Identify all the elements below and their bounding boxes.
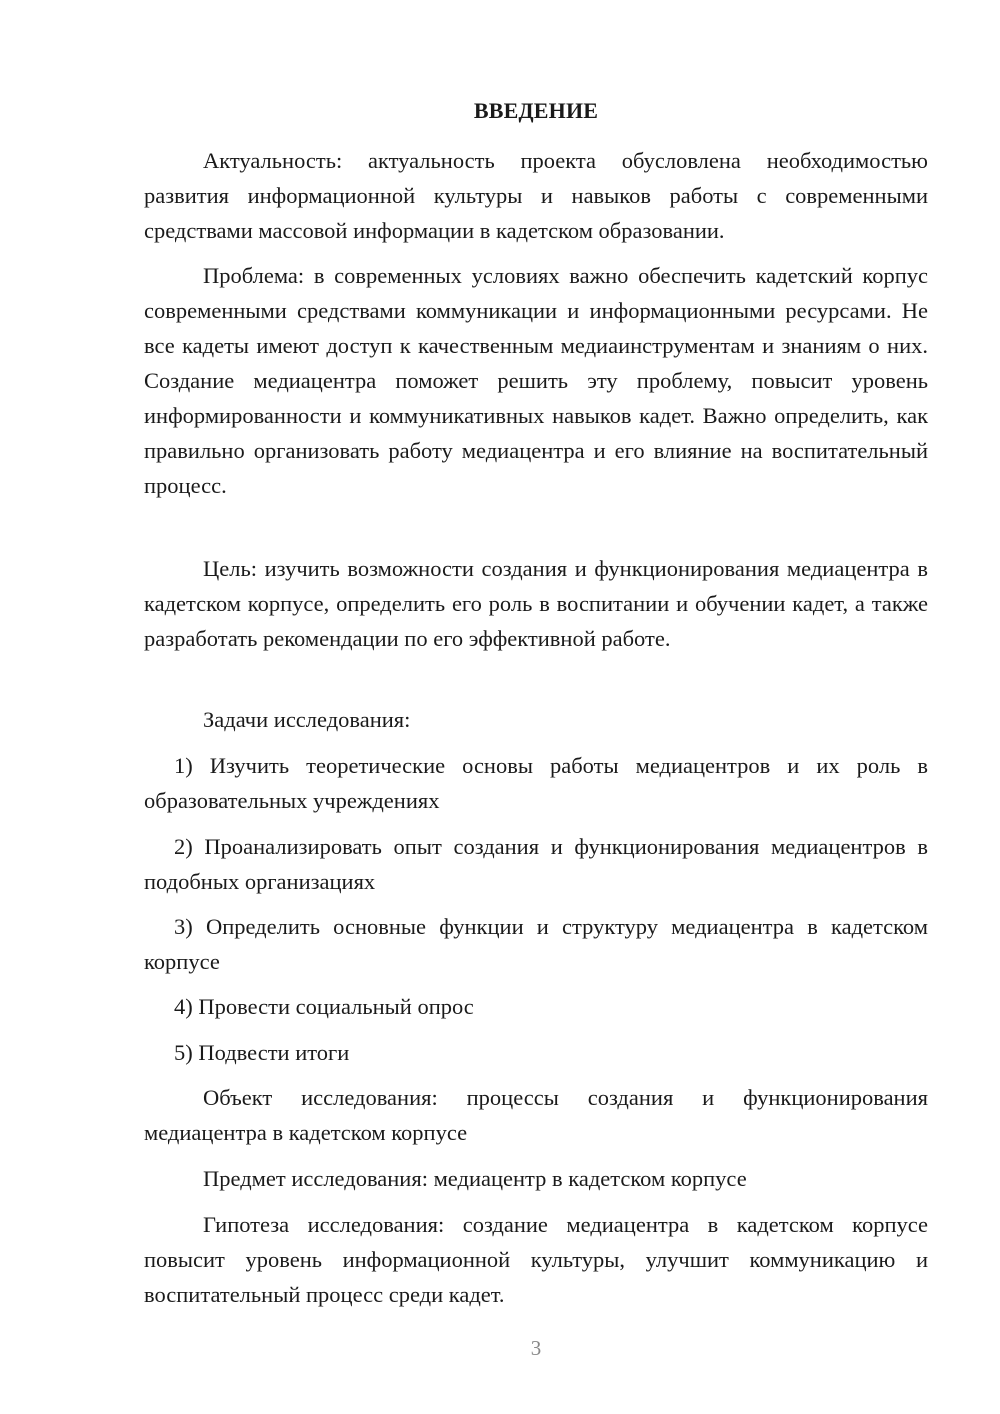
tasks-heading: Задачи исследования: — [203, 707, 411, 732]
task-item: 5) Подвести итоги — [174, 1040, 350, 1065]
document-page — [144, 0, 928, 1414]
task-item: 1) Изучить теоретические основы работы медиацентров и их роль в образовательных учреждениях — [144, 753, 928, 813]
goal-paragraph: Цель: изучить возможности создания и функционирования медиацентра в кадетском корпусе, определить его роль в воспитании и обучении кадет, а также разработать рекомендации по его эффективной работе. — [144, 556, 928, 651]
relevance-paragraph: Актуальность: актуальность проекта обусловлена необходимостью развития информационной культуры и навыков работы с современными средствами массовой информации в кадетском образовании. — [144, 148, 928, 243]
task-item: 2) Проанализировать опыт создания и функционирования медиацентров в подобных организациях — [144, 834, 928, 894]
task-item: 3) Определить основные функции и структуру медиацентра в кадетском корпусе — [144, 914, 928, 974]
subject-paragraph: Предмет исследования: медиацентр в кадетском корпусе — [203, 1166, 747, 1191]
task-item: 4) Провести социальный опрос — [174, 994, 474, 1019]
object-paragraph: Объект исследования: процессы создания и функционирования медиацентра в кадетском корпусе — [144, 1085, 928, 1145]
section-title: ВВЕДЕНИЕ — [473, 98, 599, 123]
problem-paragraph: Проблема: в современных условиях важно обеспечить кадетский корпус современными средствами коммуникации и информационными ресурсами. Не все кадеты имеют доступ к качественным медиаинструментам и знаниям о них. Создание медиацентра поможет решить эту проблему, повысит уровень информированности и коммуникативных навыков кадет. Важно определить, как правильно организовать работу медиацентра и его влияние на воспитательный процесс. — [144, 263, 928, 498]
page-number: 3 — [530, 1336, 542, 1360]
hypothesis-paragraph: Гипотеза исследования: создание медиацентра в кадетском корпусе повысит уровень информационной культуры, улучшит коммуникацию и воспитательный процесс среди кадет. — [144, 1212, 928, 1307]
